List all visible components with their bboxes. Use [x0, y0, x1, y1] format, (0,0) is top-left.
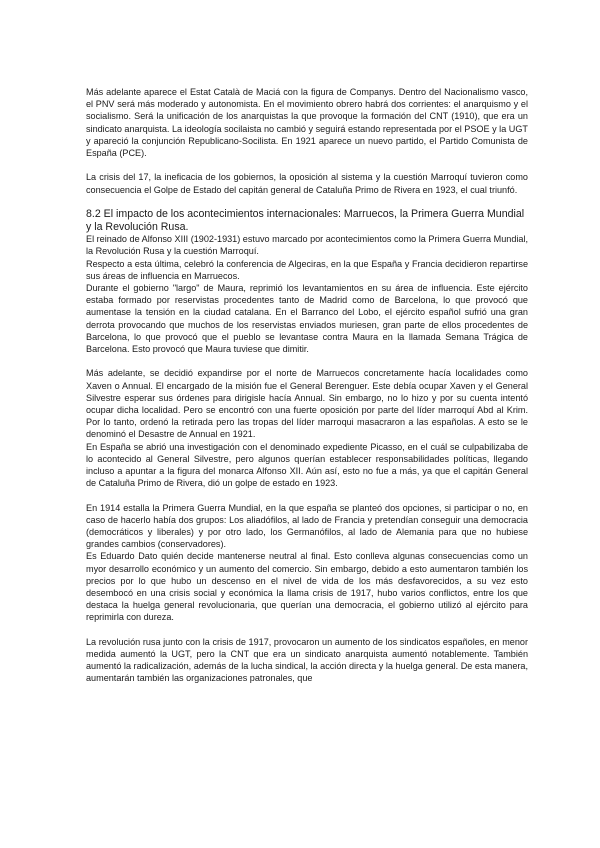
paragraph-nacionalismo: Más adelante aparece el Estat Català de Maciá con la figura de Companys. Dentro del Nacionalismo vasco, el PNV será más moderado y autonomista. En el movimiento obrero habrá dos corrientes: el anarquismo y el socialismo. Será la unificación de los anarquistas la que provoque la formación del CNT (1910), que era un sindicato anarquista. La ideología socilaista no cambió y seguirá estando representada por el PSOE y la UGT y apareció la conjunción Republicano-Socilista. En 1921 aparece un nuevo partido, el Partido Comunista de España (PCE). — [86, 87, 528, 159]
paragraph-dato: Es Eduardo Dato quién decide mantenerse neutral al final. Esto conlleva algunas consecuencias como un myor desarrollo económico y un aumento del comercio. Sin embargo, debido a esto aumentaron también los precios por lo que hubo un descenso en el nivel de vida de los más desfavorecidos, a su vez esto desembocó en una crisis social y económica la llama crisis de 1917, hubo varios conflictos, entre los que destaca la huelga general revolucionaria, que querían una democracia, el gobierno utilizó al ejército para reprimirla con dureza. — [86, 551, 528, 623]
document-body — [86, 86, 528, 685]
paragraph-gap — [86, 159, 528, 171]
paragraph-annual: Más adelante, se decidió expandirse por el norte de Marruecos concretamente hacía localidades como Xaven o Annual. El encargado de la misión fue el General Berenguer. Este debía ocupar Xaven y el General Silvestre esperar sus órdenes para dirigisle hacía Annual. Sin embargo, no lo hizo y por su cuenta intentó ocupar dicha localidad. Pero se encontró con una fuerte oposición por parte del líder marroquí Abd al Krim. Por lo tanto, ordenó la retirada pero las tropas del líder marroqui masacraron a las españolas. A esto se le denominó el Desastre de Annual en 1921. — [86, 368, 528, 440]
paragraph-gap — [86, 196, 528, 208]
paragraph-reinado: El reinado de Alfonso XIII (1902-1931) estuvo marcado por acontecimientos como la Primera Guerra Mundial, la Revolución Rusa y la cuestión Marroquí. — [86, 234, 528, 257]
paragraph-maura: Durante el gobierno "largo" de Maura, reprimió los levantamientos en su área de influencia. Este ejército estaba formado por reservistas procedentes tanto de Madrid como de Barcelona, lo que provocó que aumentase la tensión en la ciudad catalana. En el Barranco del Lobo, el ejército español sufrió una gran derrota provocando que muchos de los reservistas enviados muriesen, gran parte de ellos procedentes de Barcelona, lo que provocó que el pueblo se levantase contra Maura en la llamada Semana Trágica de Barcelona. Esto provocó que Maura tuviese que dimitir. — [86, 283, 528, 355]
paragraph-picasso: En España se abrió una investigación con el denominado expediente Picasso, en el cuál se culpabilizaba de lo acontecido al General Silvestre, pero algunos querían establecer responsabilidades políticas, llegando incluso a apuntar a la figura del monarca Alfonso XII. Aún así, esto no fue a más, ya que el capitán General de Cataluña Primo de Rivera, dió un golpe de estado en 1923. — [86, 441, 528, 489]
paragraph-algeciras: Respecto a esta última, celebró la conferencia de Algeciras, en la que España y Francia decidieron repartirse sus áreas de influencia en Marruecos. — [86, 258, 528, 281]
paragraph-gap — [86, 355, 528, 367]
paragraph-revolucion-rusa: La revolución rusa junto con la crisis de 1917, provocaron un aumento de los sindicatos españoles, en menor medida aumentó la UGT, pero la CNT que era un sindicato anarquista aumentó notablemente. También aumentó la radicalización, además de la lucha sindical, la acción directa y la huelga general. De esta manera, aumentarán también las organizaciones patronales, que — [86, 636, 528, 684]
paragraph-gap — [86, 624, 528, 636]
section-heading: 8.2 El impacto de los acontecimientos internacionales: Marruecos, la Primera Guerra Mundial y la Revolución Rusa. — [86, 208, 525, 233]
paragraph-gap — [86, 489, 528, 501]
paragraph-crisis-17: La crisis del 17, la ineficacia de los gobiernos, la oposición al sistema y la cuestión Marroquí tuvieron como consecuencia el Golpe de Estado del capitán general de Cataluña Primo de Rivera en 1923, el cual triunfó. — [86, 172, 528, 195]
paragraph-primera-guerra: En 1914 estalla la Primera Guerra Mundial, en la que españa se planteó dos opciones, si participar o no, en caso de hacerlo había dos grupos: Los aliadófilos, al lado de Francia y pretendían conseguir una democracia (democráticos y liberales) y por otro lado, los Germanófilos, al lado de Alemania para que no hubiese grandes cambios (conservadores). — [86, 502, 528, 550]
